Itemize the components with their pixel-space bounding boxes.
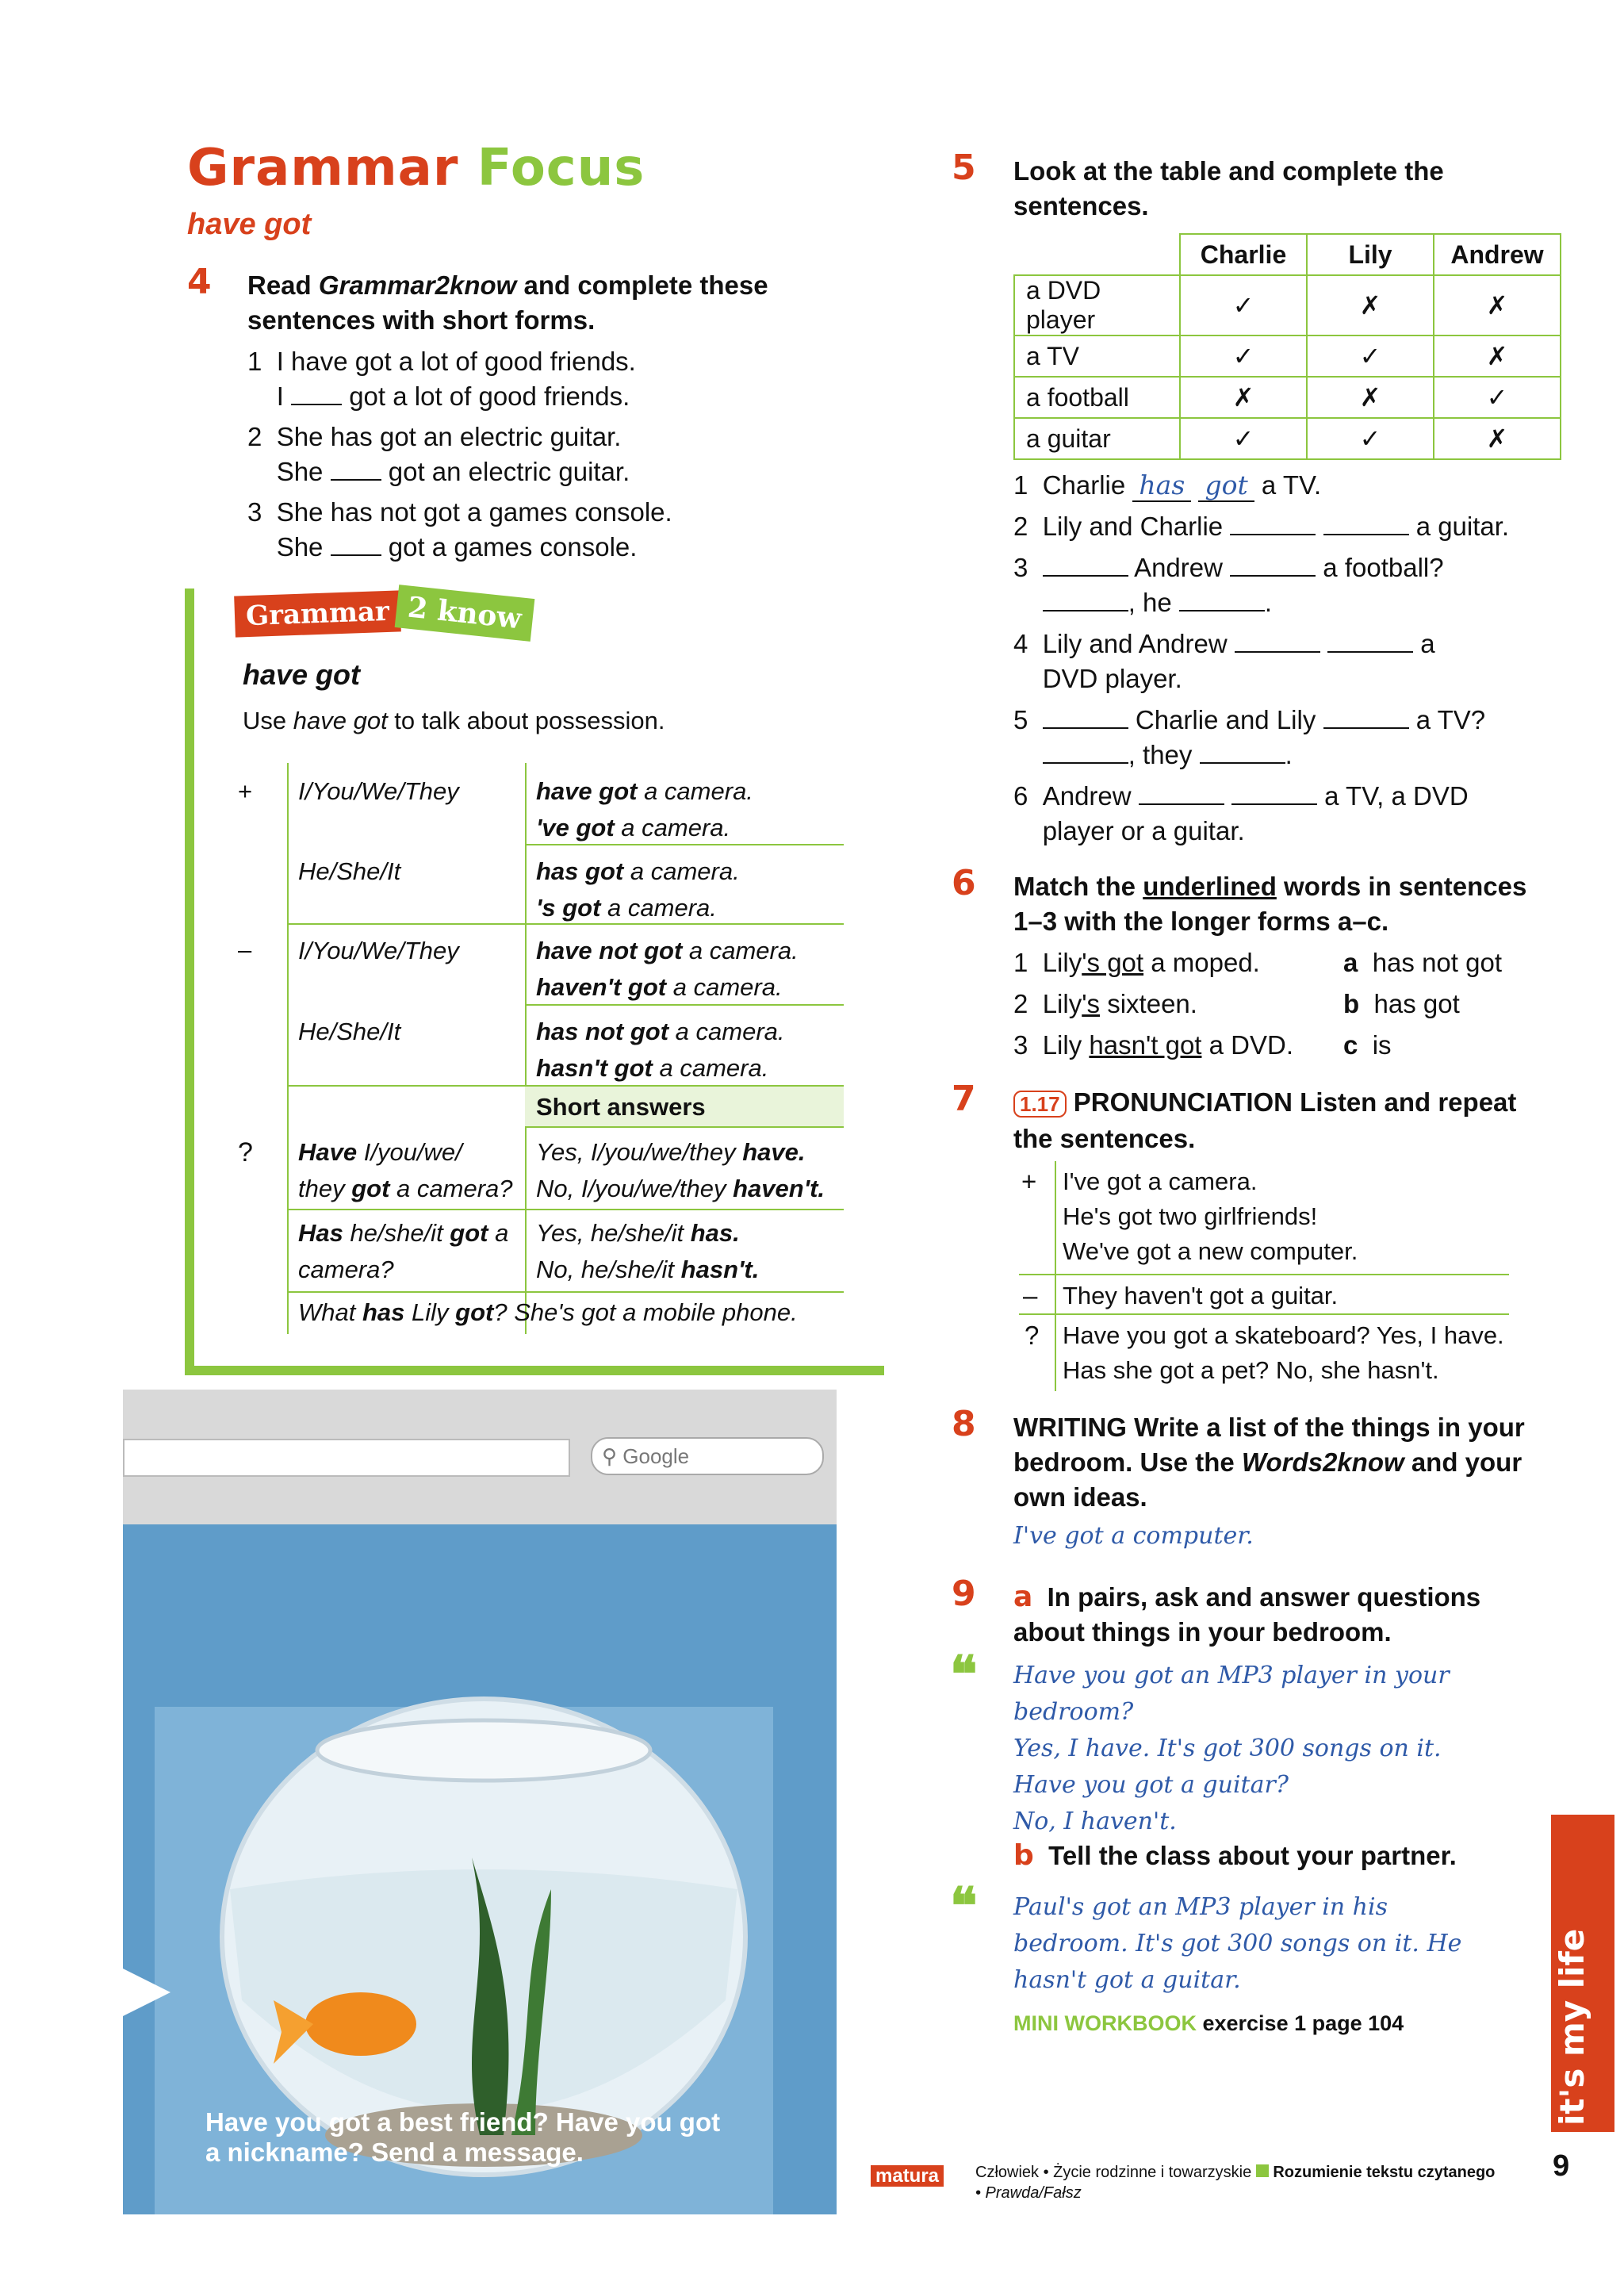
mark-cell: ✓ [1307,418,1434,459]
question-cell: Has he/she/it got a camera? [298,1219,509,1283]
handwritten-answer[interactable]: got [1198,470,1254,502]
subject-cell: I/You/We/They [298,777,459,805]
example-sentence: I've got a computer. [1013,1522,1254,1550]
mark-cell: ✗ [1307,377,1434,418]
form-cell: have got a camera. 've got a camera. [536,777,753,842]
exercise-instruction: b Tell the class about your partner. [1013,1839,1457,1872]
pronunciation-line: They haven't got a guitar. [1063,1282,1339,1309]
pronunciation-lines: I've got a camera. He's got two girlfriends! We've got a new computer. [1063,1167,1358,1265]
answer-blank[interactable] [1230,551,1316,577]
answer-blank[interactable] [1235,627,1320,653]
match-item: 3 Lily hasn't got a DVD. c is [1013,1030,1392,1060]
form-cell: has not got a camera. hasn't got a camera. [536,1018,785,1082]
answer-blank[interactable] [1043,551,1128,577]
mark-cell: ✗ [1434,418,1561,459]
audio-track-badge[interactable]: 1.17 [1013,1091,1067,1118]
answer-blank[interactable] [291,380,342,405]
column-header: Charlie [1180,234,1307,275]
row-label: a DVD player [1014,275,1180,335]
exercise-number: 5 [952,148,976,188]
fishbowl-photo [123,1390,837,2214]
page-title: Grammar Focus [187,139,645,197]
exercise-item: 3 She has not got a games console. She got a games console. [247,497,672,562]
page-number: 9 [1553,2149,1570,2183]
column-header: Andrew [1434,234,1561,275]
column-header: Lily [1307,234,1434,275]
form-cell: has got a camera. 's got a camera. [536,857,740,922]
exercise-number: 6 [952,863,976,903]
answer-blank[interactable] [1139,780,1224,805]
exercise-instruction: 1.17 PRONUNCIATION Listen and repeat the sentences. [1013,1087,1517,1153]
mark-cell: ✓ [1307,335,1434,377]
answer-cell: Yes, I/you/we/they have. No, I/you/we/they haven't. [536,1138,825,1202]
exercise-instruction: WRITING Write a list of the things in your bedroom. Use the Words2know and your own ideas. [1013,1413,1525,1512]
answer-blank[interactable] [1231,780,1317,805]
match-item: 1 Lily's got a moped. a has not got [1013,948,1502,977]
subject-cell: I/You/We/They [298,937,459,964]
mark-cell: ✗ [1180,377,1307,418]
report-example: Paul's got an MP3 player in his bedroom. It's got 300 songs on it. He hasn't got a guitar. [1013,1893,1462,1994]
subject-cell: He/She/It [298,1018,401,1045]
exercise-instruction: Read Grammar2know and complete these sentences with short forms. [247,270,768,335]
sign-question: ? [1025,1321,1040,1350]
answer-blank[interactable] [1043,704,1128,729]
photo-caption: Have you got a best friend? Have you got a nickname? Send a message. [205,2107,721,2167]
subject-cell: He/She/It [298,857,401,885]
answer-blank[interactable] [1179,586,1265,612]
exercise-item: 3 Andrew a football? , he . [1013,553,1444,617]
mark-cell: ✓ [1180,335,1307,377]
form-cell: have not got a camera. haven't got a camera. [536,937,799,1001]
exercise-number: 9 [952,1574,976,1614]
grammar-heading: have got [243,658,361,691]
sign-question: ? [238,1137,253,1167]
mini-workbook-link[interactable]: MINI WORKBOOK exercise 1 page 104 [1013,2011,1404,2035]
subtitle: have got [187,208,312,241]
answer-blank[interactable] [1043,738,1128,764]
mark-cell: ✗ [1434,335,1561,377]
mark-cell: ✗ [1307,275,1434,335]
sign-minus: – [238,936,252,964]
example-line: What has Lily got? She's got a mobile phone. [298,1298,798,1326]
footer-text: Człowiek • Życie rodzinne i towarzyskie Rozumienie tekstu czytanego • Prawda/Fałsz [975,2164,1496,2202]
mark-cell: ✓ [1180,275,1307,335]
sign-plus: + [238,777,253,805]
answer-blank[interactable] [331,531,381,556]
exercise-number: 7 [952,1079,976,1119]
browser-chrome [123,1390,837,1526]
answer-blank[interactable] [1230,510,1316,535]
exercise-number: 4 [187,262,212,302]
exercise-item: 2 Lily and Charlie a guitar. [1013,512,1510,541]
answer-blank[interactable] [1200,738,1285,764]
section-tab-label: it's my life [1553,1928,1591,2126]
exercise-item: 5 Charlie and Lily a TV? , they . [1013,705,1486,769]
grammar-intro: Use have got to talk about possession. [243,707,665,734]
mark-cell: ✓ [1180,418,1307,459]
row-label: a guitar [1014,418,1180,459]
sign-plus: + [1021,1167,1037,1196]
exercise-item: 1 I have got a lot of good friends. I got a lot of good friends. [247,347,636,411]
green-square-icon [1256,2164,1269,2177]
mark-cell: ✗ [1434,275,1561,335]
handwritten-answer[interactable]: has [1132,470,1191,502]
short-answers-heading: Short answers [536,1093,706,1121]
row-label: a TV [1014,335,1180,377]
know-tag: 2 know [395,585,534,642]
possession-table [1013,233,1561,460]
answer-blank[interactable] [1327,627,1413,653]
answer-blank[interactable] [1323,510,1409,535]
search-icon: ⚲ [602,1444,618,1468]
quote-icon: ❝ [950,1645,978,1704]
answer-cell: Yes, he/she/it has. No, he/she/it hasn't. [536,1219,760,1283]
match-item: 2 Lily's sixteen. b has got [1013,989,1460,1018]
row-label: a football [1014,377,1180,418]
exercise-number: 8 [952,1404,976,1444]
question-cell: Have I/you/we/ they got a camera? [298,1138,513,1202]
answer-blank[interactable] [1043,586,1128,612]
exercise-instruction: Look at the table and complete the sentences. [1013,156,1444,220]
exercise-instruction: Match the underlined words in sentences 1–3 with the longer forms a–c. [1013,872,1527,936]
matura-badge: matura [871,2165,944,2187]
exercise-instruction: a In pairs, ask and answer questions about things in your bedroom. [1013,1581,1481,1647]
search-input[interactable]: ⚲ Google [591,1437,824,1475]
answer-blank[interactable] [1323,704,1409,729]
sign-minus: – [1023,1281,1038,1310]
exercise-item: 6 Andrew a TV, a DVD player or a guitar. [1013,781,1469,845]
exercise-item: 1 Charlie has got a TV. [1013,470,1322,500]
answer-blank[interactable] [331,455,381,481]
dialogue-example: Have you got an MP3 player in your bedroom? Yes, I have. It's got 300 songs on it. Have you got a guitar? No, I haven't. [1013,1662,1450,1835]
pronunciation-lines: Have you got a skateboard? Yes, I have. Has she got a pet? No, she hasn't. [1063,1321,1504,1384]
exercise-item: 4 Lily and Andrew a DVD player. [1013,629,1435,693]
grammar-tag: Grammar [234,590,401,637]
quote-icon: ❝ [950,1877,978,1936]
exercise-item: 2 She has got an electric guitar. She got an electric guitar. [247,422,630,486]
mark-cell: ✓ [1434,377,1561,418]
